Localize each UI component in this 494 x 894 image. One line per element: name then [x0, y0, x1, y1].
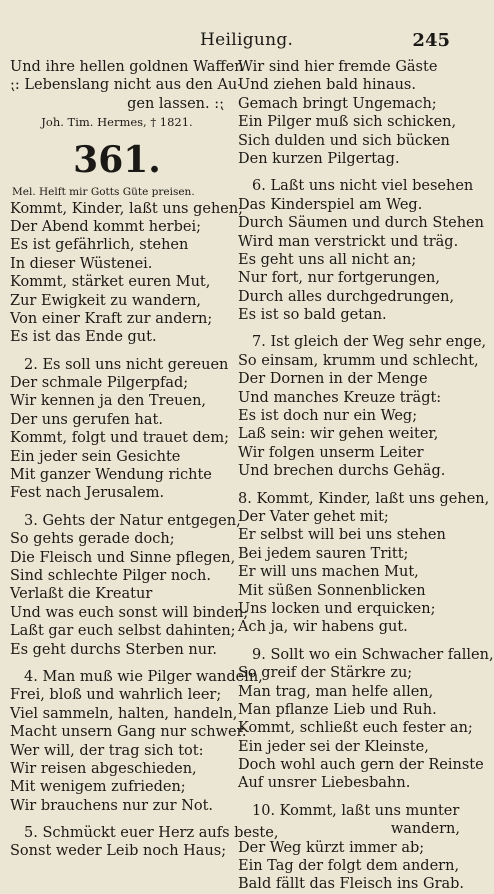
verse-line: Verlaßt die Kreatur: [10, 586, 153, 603]
verse-line: Sich dulden und sich bücken: [238, 132, 450, 149]
verse-line: Es ist das Ende gut.: [10, 329, 157, 346]
verse-line: Bei jedem sauren Tritt;: [238, 545, 409, 562]
verse-line: Mit ganzer Wendung richte: [10, 467, 212, 484]
verse-line: Man trag, man helfe allen,: [238, 683, 434, 700]
verse-line: Und manches Kreuze trägt:: [238, 389, 442, 406]
verse-line: So einsam, krumm und schlecht,: [238, 352, 479, 369]
stanza-8: [238, 490, 490, 637]
verse-line: Ach ja, wir habens gut.: [238, 619, 408, 636]
author-attribution: Joh. Tim. Hermes, † 1821.: [41, 115, 193, 130]
verse-line: 8. Kommt, Kinder, laßt uns gehen,: [238, 490, 490, 507]
verse-line: Gemach bringt Ungemach;: [238, 95, 437, 112]
verse-line: Laß sein: wir gehen weiter,: [238, 426, 439, 443]
verse-line: So gehts gerade doch;: [10, 531, 175, 548]
verse-line: Der Weg kürzt immer ab;: [238, 839, 425, 856]
verse-line: Wir folgen unserm Leiter: [238, 444, 424, 461]
verse-line: Und was euch sonst will binden;: [10, 604, 249, 621]
verse-line: Er will uns machen Mut,: [238, 564, 419, 581]
verse-line: Man pflanze Lieb und Ruh.: [238, 701, 437, 718]
verse-line: Kommt, folgt und trauet dem;: [10, 430, 229, 447]
verse-line: Es ist doch nur ein Weg;: [238, 408, 418, 425]
verse-line: wandern,: [390, 821, 460, 838]
verse-line: 4. Man muß wie Pilger wandeln,: [24, 668, 263, 685]
verse-line: Der Abend kommt herbei;: [10, 218, 201, 235]
verse-line: Von einer Kraft zur andern;: [10, 310, 213, 327]
page-header: [0, 30, 480, 54]
melody-note: Mel. Helft mir Gotts Güte preisen.: [12, 185, 195, 198]
verse-line: Doch wohl auch gern der Reinste: [238, 757, 484, 774]
verse-line: 10. Kommt, laßt uns munter: [252, 802, 460, 819]
stanza-10: [238, 802, 465, 894]
verse-line: Es ist so bald getan.: [238, 307, 387, 324]
verse-line: In dieser Wüstenei.: [10, 255, 153, 272]
stanza-9: [238, 646, 494, 793]
verse-line: Der uns gerufen hat.: [10, 411, 163, 428]
verse-line: Zur Ewigkeit zu wandern,: [10, 292, 202, 309]
verse-line: Uns locken und erquicken;: [238, 600, 436, 617]
verse-line: Laßt gar euch selbst dahinten;: [10, 623, 236, 640]
verse-line: Und brechen durchs Gehäg.: [238, 463, 446, 480]
verse-line: 7. Ist gleich der Weg sehr enge,: [252, 334, 487, 351]
verse-line: Wir reisen abgeschieden,: [10, 760, 197, 777]
verse-line: Auf unsrer Liebesbahn.: [238, 775, 411, 792]
verse-line: Der Dornen in der Menge: [238, 371, 428, 388]
verse-line: Und ziehen bald hinaus.: [238, 77, 416, 94]
verse-line: Sonst weder Leib noch Haus;: [10, 843, 227, 860]
verse-line: Ein Tag der folgt dem andern,: [238, 858, 460, 875]
text-line: gen lassen. :⁏: [127, 95, 224, 112]
verse-line: Durch alles durchgedrungen,: [238, 288, 455, 305]
verse-line: Fest nach Jerusalem.: [10, 485, 165, 502]
section-title: Heiligung.: [200, 30, 294, 50]
verse-line: 2. Es soll uns nicht gereuen: [24, 356, 229, 373]
verse-line: Viel sammeln, halten, handeln,: [10, 705, 238, 722]
verse-line: Es geht durchs Sterben nur.: [10, 641, 218, 658]
verse-line: Durch Säumen und durch Stehen: [238, 215, 484, 232]
verse-line: Wer will, der trag sich tot:: [10, 742, 204, 759]
verse-line: Der Vater gehet mit;: [238, 508, 389, 525]
text-line: Und ihre hellen goldnen Waffen: [10, 59, 244, 75]
verse-line: 3. Gehts der Natur entgegen,: [24, 512, 241, 529]
verse-line: 5. Schmückt euer Herz aufs beste,: [24, 825, 279, 842]
verse-line: Der schmale Pilgerpfad;: [10, 375, 189, 392]
stanza-2: [10, 356, 229, 503]
verse-line: Bald fällt das Fleisch ins Grab.: [238, 876, 465, 893]
verse-line: 6. Laßt uns nicht viel besehen: [252, 178, 474, 195]
verse-line: Die Fleisch und Sinne pflegen,: [10, 549, 236, 566]
verse-line: Ein jeder sein Gesichte: [10, 448, 181, 465]
verse-line: Er selbst will bei uns stehen: [238, 527, 446, 544]
verse-line: Das Kinderspiel am Weg.: [238, 196, 423, 213]
verse-line: Frei, bloß und wahrlich leer;: [10, 687, 222, 704]
verse-line: Ein jeder sei der Kleinste,: [238, 738, 429, 755]
verse-line: Sind schlechte Pilger noch.: [10, 567, 211, 584]
verse-line: Es ist gefährlich, stehen: [10, 237, 189, 254]
left-column: [10, 58, 279, 861]
stanza-7: [238, 333, 487, 480]
stanza-5: [10, 824, 279, 861]
verse-line: 9. Sollt wo ein Schwacher fallen,: [252, 646, 494, 663]
text-line: ⁏: Lebenslang nicht aus den Au-: [10, 77, 243, 94]
right-column: [238, 58, 494, 894]
verse-line: Es geht uns all nicht an;: [238, 251, 417, 268]
verse-line: Nur fort, nur fortgerungen,: [238, 270, 440, 287]
verse-line: Den kurzen Pilgertag.: [238, 150, 400, 167]
verse-line: Mit wenigem zufrieden;: [10, 779, 186, 796]
verse-line: Kommt, Kinder, laßt uns gehen,: [10, 200, 243, 217]
verse-line: Ein Pilger muß sich schicken,: [238, 114, 457, 131]
stanza-3: [10, 512, 249, 659]
hymn-number: 361.: [73, 138, 161, 181]
verse-line: Kommt, schließt euch fester an;: [238, 720, 473, 737]
verse-line: Mit süßen Sonnenblicken: [238, 582, 426, 599]
page-number: 245: [412, 30, 450, 51]
verse-line: Wir sind hier fremde Gäste: [238, 59, 438, 75]
verse-line: Wir kennen ja den Treuen,: [10, 393, 207, 410]
stanza-4: [10, 668, 263, 815]
verse-line: Kommt, stärket euren Mut,: [10, 274, 211, 291]
stanza-6: [238, 177, 484, 324]
verse-line: Wir brauchens nur zur Not.: [10, 797, 214, 814]
verse-line: Macht unsern Gang nur schwer.: [10, 724, 247, 741]
verse-line: Wird man verstrickt und träg.: [238, 233, 459, 250]
stanza-1: [10, 200, 243, 347]
verse-line: So greif der Stärkre zu;: [238, 665, 413, 682]
stanza-5-continued: [238, 58, 460, 168]
